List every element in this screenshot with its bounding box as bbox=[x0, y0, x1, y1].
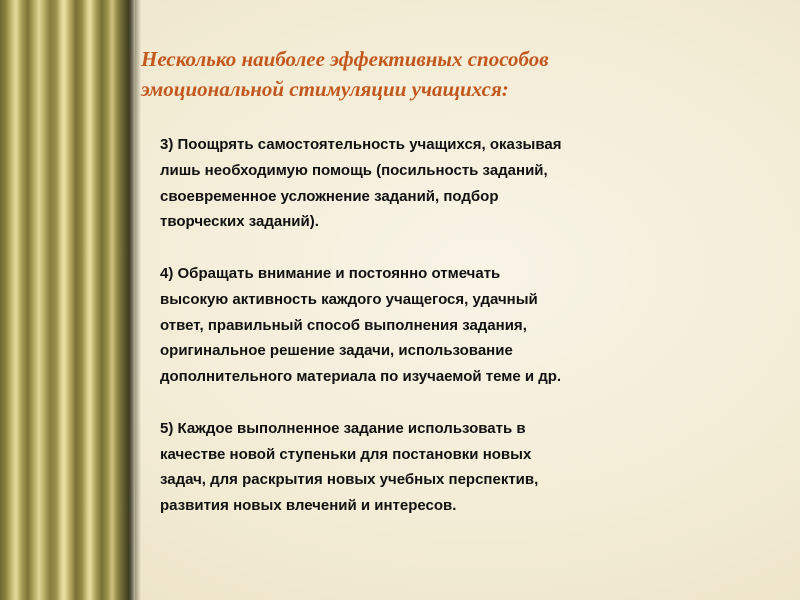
list-item-4: 4) Обращать внимание и постоянно отмечать высокую активность каждого учащегося, удачный ответ, правильный способ выполнения задания, оригинальное решение задачи, использование дополнительного материала по изучаемой теме и др. bbox=[160, 264, 562, 386]
slide-body bbox=[160, 132, 740, 519]
list-item-5: 5) Каждое выполненное задание использовать в качестве новой ступеньки для постановки новых задач, для раскрытия новых учебных перспектив, развития новых влечений и интересов. bbox=[160, 419, 539, 515]
list-item-3: 3) Поощрять самостоятельность учащихся, оказывая лишь необходимую помощь (посильность заданий, своевременное усложнение заданий, подбор творческих заданий). bbox=[160, 136, 562, 231]
decorative-column bbox=[0, 0, 135, 600]
slide-title: Несколько наиболее эффективных способов эмоциональной стимуляции учащихся: bbox=[141, 47, 549, 101]
